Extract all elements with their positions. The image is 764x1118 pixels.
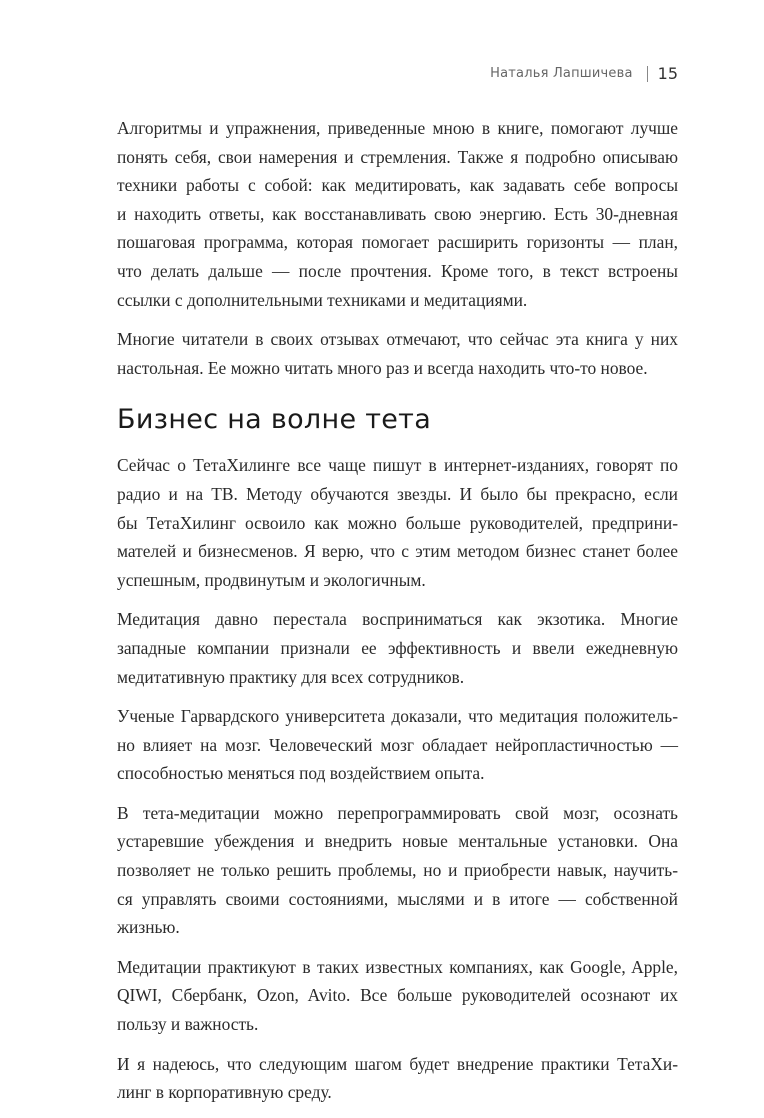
paragraph: [117, 1050, 678, 1107]
header-author: Наталья Лапшичева: [490, 66, 633, 81]
paragraph: [117, 325, 678, 382]
text-line: что делать дальше — после прочтения. Кроме того, в текст встроены: [117, 260, 678, 281]
text-line: Медитации практикуют в таких известных компаниях, как Google, Apple,: [117, 956, 678, 977]
text-line: позволяет не только решить проблемы, но и приобрести навык, научить-: [117, 860, 678, 881]
paragraph: [117, 114, 678, 314]
text-line: Ученые Гарвардского университета доказали, что медитация положитель-: [117, 706, 678, 727]
page-number: 15: [657, 64, 678, 83]
text-line: Многие читатели в своих отзывах отмечают, что сейчас эта книга у них: [117, 329, 678, 350]
header-divider: [647, 66, 648, 82]
text-line: Медитация давно перестала восприниматься как экзотика. Многие: [117, 609, 678, 630]
text-line: западные компании признали ее эффективность и ввели ежедневную: [117, 637, 678, 658]
text-line: QIWI, Сбербанк, Ozon, Avito. Все больше руководителей осознают их: [117, 985, 678, 1006]
text-line: техники работы с собой: как медитировать, как задавать себе вопросы: [117, 175, 678, 196]
paragraph: [117, 799, 678, 942]
paragraph: [117, 605, 678, 691]
text-line: медитативную практику для всех сотрудников.: [117, 666, 465, 687]
page-body: [117, 114, 678, 1118]
text-line: мателей и бизнесменов. Я верю, что с этим методом бизнес станет более: [117, 541, 678, 562]
paragraph: [117, 451, 678, 594]
text-line: но влияет на мозг. Человеческий мозг обладает нейропластичностью —: [117, 734, 678, 755]
text-line: бы ТетаХилинг освоило как можно больше руководителей, предприни-: [117, 512, 678, 533]
text-line: жизнью.: [117, 917, 180, 938]
text-line: В тета-медитации можно перепрограммировать свой мозг, осознать: [117, 802, 678, 823]
text-line: Сейчас о ТетаХилинге все чаще пишут в интернет-изданиях, говорят по: [117, 455, 678, 476]
running-header: [490, 64, 678, 83]
text-line: пользу и важность.: [117, 1014, 259, 1035]
text-line: линг в корпоративную среду.: [117, 1082, 332, 1103]
section-heading: Бизнес на волне тета: [117, 404, 432, 436]
text-line: способностью меняться под воздействием опыта.: [117, 763, 485, 784]
text-line: ссылки с дополнительными техниками и медитациями.: [117, 289, 528, 310]
text-line: успешным, продвинутым и экологичным.: [117, 569, 426, 590]
paragraph: [117, 702, 678, 788]
text-line: И я надеюсь, что следующим шагом будет внедрение практики ТетаХи-: [117, 1053, 678, 1074]
text-line: и находить ответы, как восстанавливать свою энергию. Есть 30-дневная: [117, 203, 678, 224]
text-line: устаревшие убеждения и внедрить новые ментальные установки. Она: [117, 831, 678, 852]
paragraph: [117, 953, 678, 1039]
text-line: настольная. Ее можно читать много раз и всегда находить что-то новое.: [117, 357, 648, 378]
text-line: радио и на ТВ. Методу обучаются звезды. И было бы прекрасно, если: [117, 483, 678, 504]
text-line: пошаговая программа, которая помогает расширить горизонты — план,: [117, 232, 678, 253]
text-line: ся управлять своими состояниями, мыслями и в итоге — собственной: [117, 888, 678, 909]
text-line: понять себя, свои намерения и стремления. Также я подробно описываю: [117, 146, 678, 167]
text-line: Алгоритмы и упражнения, приведенные мною в книге, помогают лучше: [117, 118, 678, 138]
